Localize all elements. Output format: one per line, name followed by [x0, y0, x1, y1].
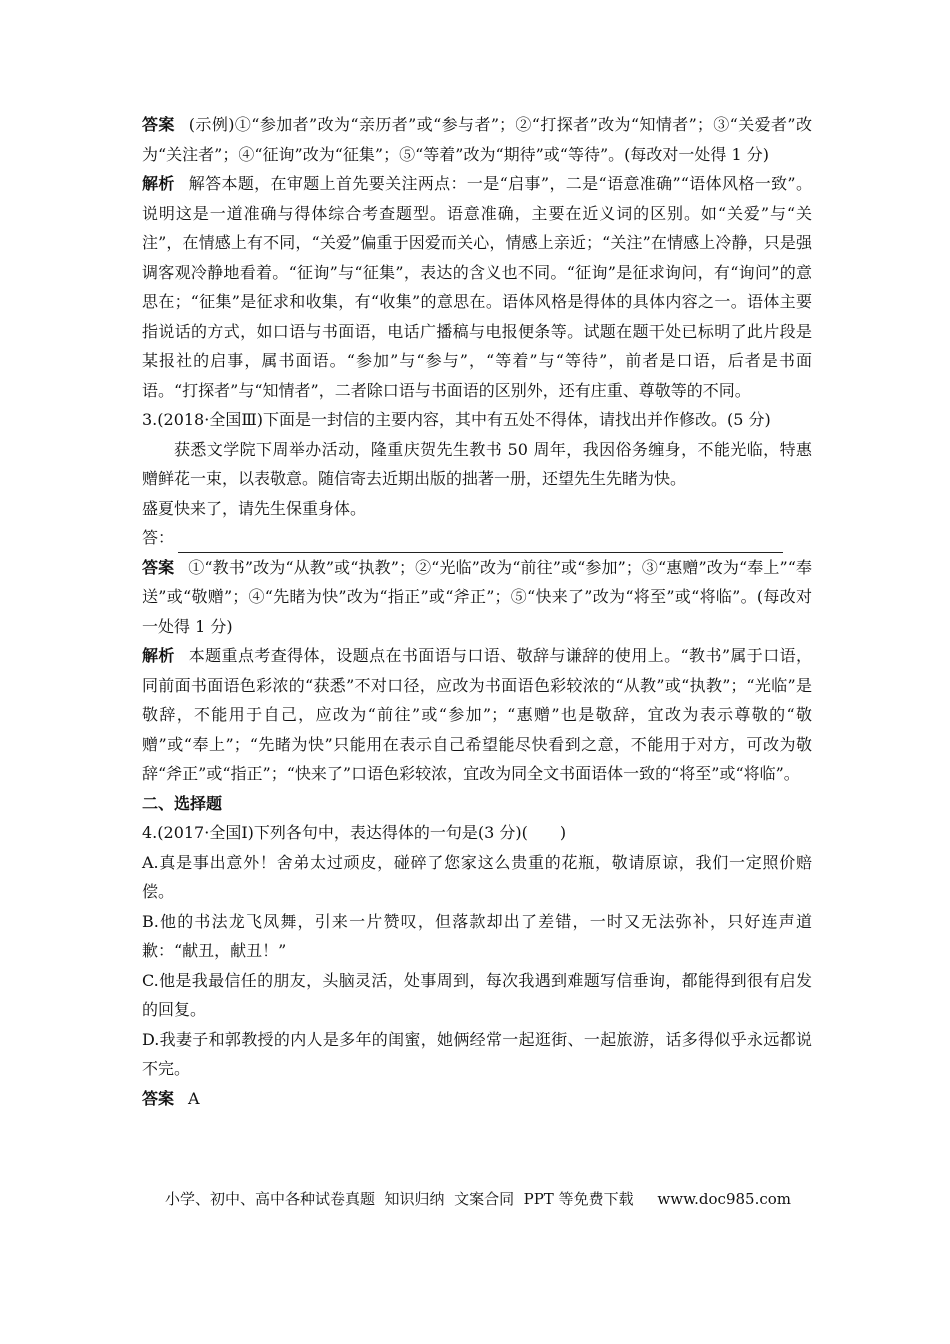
q3-question: 3.(2018·全国Ⅲ)下面是一封信的主要内容，其中有五处不得体，请找出并作修改。(5 分) [142, 410, 771, 429]
q4-option-a: A.真是事出意外！舍弟太过顽皮，碰碎了您家这么贵重的花瓶，敬请原谅，我们一定照价赔偿。 [142, 852, 812, 901]
q2-analysis [142, 169, 812, 405]
analysis-label: 解析 [142, 174, 175, 193]
answer-value: A [188, 1088, 200, 1108]
answer-underline [178, 532, 783, 553]
answer-prompt: 答： [142, 528, 175, 547]
section-heading: 二、选择题 [142, 793, 223, 813]
q4-option-c: C.他是我最信任的朋友，头脑灵活，处事周到，每次我遇到难题写信垂询，都能得到很有启发的回复。 [142, 970, 812, 1019]
q3-letter-closing: 盛夏快来了，请先生保重身体。 [142, 498, 367, 518]
answer-label: 答案 [142, 557, 175, 577]
answer-text: (示例)①“参加者”改为“亲历者”或“参与者”；②“打探者”改为“知情者”；③“关爱者”改为“关注者”；④“征询”改为“征集”；⑤“等着”改为“期待”或“等待”。(每改对一处得 1 分) [142, 115, 812, 164]
q4-answer [142, 1084, 812, 1114]
q3-analysis [142, 641, 812, 789]
answer-label: 答案 [142, 115, 175, 134]
analysis-label: 解析 [142, 646, 175, 665]
q4-option-b: B.他的书法龙飞凤舞，引来一片赞叹，但落款却出了差错，一时又无法弥补，只好连声道歉：“献丑，献丑！” [142, 911, 812, 960]
q2-answer [142, 110, 812, 169]
answer-label: 答案 [142, 1088, 175, 1108]
q4-question: 4.(2017·全国Ⅰ)下列各句中，表达得体的一句是(3 分)( ) [142, 823, 567, 842]
answer-text: ①“教书”改为“从教”或“执教”；②“光临”改为“前往”或“参加”；③“惠赠”改为“奉上”“奉送”或“敬赠”；④“先睹为快”改为“指正”或“斧正”；⑤“快来了”改为“将至”或“将临”。(每改对一处得 1 分) [142, 557, 812, 636]
q3-letter-body: 获悉文学院下周举办活动，隆重庆贺先生教书 50 周年，我因俗务缠身，不能光临，特惠赠鲜花一束，以表敬意。随信寄去近期出版的拙著一册，还望先生先睹为快。 [142, 439, 812, 488]
q3-answer-blank [142, 523, 812, 553]
document-body [142, 110, 812, 1113]
analysis-text: 本题重点考查得体，设题点在书面语与口语、敬辞与谦辞的使用上。“教书”属于口语，同前面书面语色彩浓的“获悉”不对口径，应改为书面语色彩较浓的“从教”或“执教”；“光临”是敬辞，不能用于自己，应改为“前往”或“参加”；“惠赠”也是敬辞，宜改为表示尊敬的“敬赠”或“奉上”；“先睹为快”只能用在表示自己希望能尽快看到之意，不能用于对方，可改为敬辞“斧正”或“指正”；“快来了”口语色彩较浓，宜改为同全文书面语体一致的“将至”或“将临”。 [142, 646, 812, 783]
analysis-text: 解答本题，在审题上首先要关注两点：一是“启事”，二是“语意准确”“语体风格一致”。说明这是一道准确与得体综合考查题型。语意准确，主要在近义词的区别。如“关爱”与“关注”，在情感上有不同，“关爱”偏重于因爱而关心，情感上亲近；“关注”在情感上冷静，只是强调客观冷静地看着。“征询”与“征集”，表达的含义也不同。“征询”是征求询问，有“询问”的意思在；“征集”是征求和收集，有“收集”的意思在。语体风格是得体的具体内容之一。语体主要指说话的方式，如口语与书面语，电话广播稿与电报便条等。试题在题干处已标明了此片段是某报社的启事，属书面语。“参加”与“参与”，“等着”与“等待”，前者是口语，后者是书面语。“打探者”与“知情者”，二者除口语与书面语的区别外，还有庄重、尊敬等的不同。 [142, 174, 812, 400]
q3-answer [142, 553, 812, 642]
q4-option-d: D.我妻子和郭教授的内人是多年的闺蜜，她俩经常一起逛街、一起旅游，话多得似乎永远都说不完。 [142, 1029, 812, 1078]
page-footer: 小学、初中、高中各种试卷真题 知识归纳 文案合同 PPT 等免费下载 www.doc985.com [165, 1190, 792, 1208]
